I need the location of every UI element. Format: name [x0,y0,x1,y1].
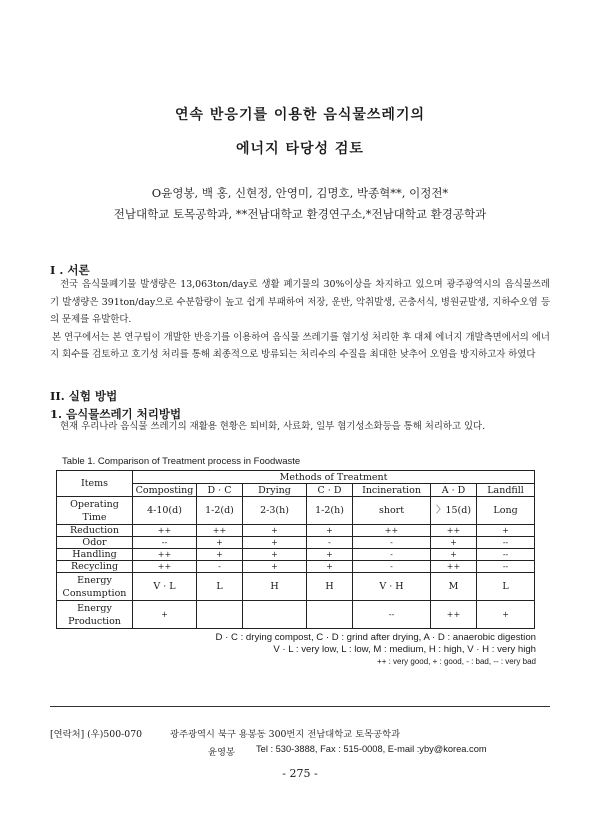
treatment-comparison-table [56,470,535,629]
table-cell: - [353,561,431,573]
author-names: O윤영봉, 백 홍, 신현정, 안영미, 김명호, 박종혁**, 이정전* [151,186,449,200]
table-cell: - [307,537,353,549]
row-label: Operating Time [57,497,133,525]
section-1-paragraph-1: 전국 음식물폐기물 발생량은 13,063ton/day로 생활 폐기물의 30%이상을 차지하고 있으며 광주광역시의 음식물쓰레기 발생량은 391ton/day으로 수분함량이 높고 쉽게 부패하여 저장, 운반, 악취발생, 곤충서식, 병원균발생, 지하수오염 등의 문제를 유발한다. [50,279,550,325]
table-cell: - [353,537,431,549]
table-cell: 2-3(h) [243,497,307,525]
table-cell: ++ [431,601,477,629]
table-cell [243,601,307,629]
column-header: Drying [243,484,307,497]
table-cell: H [243,573,307,601]
title-line-2: 에너지 타당성 검토 [236,141,364,157]
column-header: C · D [307,484,353,497]
table-cell: -- [353,601,431,629]
table-cell: -- [477,537,535,549]
column-header: Incineration [353,484,431,497]
column-header: A · D [431,484,477,497]
page-number: - 275 - [282,767,318,780]
table-cell: + [307,525,353,537]
footer-phone-email: Tel : 530-3888, Fax : 515-0008, E-mail :yby@korea.com [256,744,487,754]
table-cell: M [431,573,477,601]
table-row [57,497,535,525]
legend-line-1: D · C : drying compost, C · D : grind after drying, A · D : anaerobic digestion [215,632,536,643]
table-cell: + [243,537,307,549]
footer-contact-label: [연락처] (우)500-070 [50,729,143,740]
items-header: Items [57,471,133,497]
author-affiliations: 전남대학교 토목공학과, **전남대학교 환경연구소,*전남대학교 환경공학과 [113,207,487,221]
table-cell: + [133,601,197,629]
table-cell: + [243,525,307,537]
section-2-heading: II. 실험 방법 [50,389,118,403]
table-row [57,561,535,573]
table-cell: + [307,549,353,561]
table-cell: short [353,497,431,525]
table-cell: + [197,549,243,561]
table-cell: 〉15(d) [431,497,477,525]
table-cell: + [477,525,535,537]
column-header: Composting [133,484,197,497]
table-cell: + [431,549,477,561]
row-label: Handling [57,549,133,561]
table-cell: ++ [431,525,477,537]
table-cell: L [477,573,535,601]
table-cell: 4-10(d) [133,497,197,525]
table-cell: ++ [133,549,197,561]
methods-header: Methods of Treatment [133,471,535,484]
row-label: Energy Consumption [57,573,133,601]
table-cell: + [197,537,243,549]
table-row [57,573,535,601]
row-label: Recycling [57,561,133,573]
table-row [57,601,535,629]
table-cell: - [353,549,431,561]
table-cell: ++ [197,525,243,537]
table-row [57,549,535,561]
table-cell: 1-2(d) [197,497,243,525]
table-cell: L [197,573,243,601]
section-1-body [50,276,550,364]
table-cell: 1-2(h) [307,497,353,525]
column-header: D · C [197,484,243,497]
section-1-heading: I . 서론 [50,263,90,277]
table-cell: - [197,561,243,573]
legend-line-2: V · L : very low, L : low, M : medium, H : high, V · H : very high [273,644,536,655]
table-cell: H [307,573,353,601]
row-label: Odor [57,537,133,549]
footer-divider [50,706,550,707]
row-label: Energy Production [57,601,133,629]
table-cell: + [243,561,307,573]
legend-line-3: ++ : very good, + : good, - : bad, -- : very bad [377,657,536,666]
table-cell: + [431,537,477,549]
table-row [57,525,535,537]
table-cell: ++ [133,525,197,537]
section-1-paragraph-2: 본 연구에서는 본 연구팀이 개발한 반응기를 이용하여 음식물 쓰레기를 혐기성 처리한 후 대체 에너지 개발측면에서의 에너지 회수를 검토하고 호기성 처리를 통해 최종적으로 방류되는 처리수의 수질을 최대한 낮추어 오염을 방지하고자 하였다 [50,331,550,360]
table-cell: Long [477,497,535,525]
table-cell: ++ [431,561,477,573]
table-cell [307,601,353,629]
section-2-body [50,418,550,436]
table-cell: V · H [353,573,431,601]
table-cell: ++ [133,561,197,573]
table-caption: Table 1. Comparison of Treatment process in Foodwaste [62,456,301,467]
column-header: Landfill [477,484,535,497]
section-2-subheading: 1. 음식물쓰레기 처리방법 [50,407,182,421]
table-cell: -- [477,561,535,573]
table-row [57,537,535,549]
table-cell: + [243,549,307,561]
footer-contact-person: 윤영봉 [208,747,235,758]
table-cell: ++ [353,525,431,537]
table-cell: -- [477,549,535,561]
table-legend [216,632,536,668]
footer-address: 광주광역시 북구 용봉동 300번지 전남대학교 토목공학과 [170,729,401,740]
title-line-1: 연속 반응기를 이용한 음식물쓰레기의 [174,107,425,123]
section-2-paragraph: 현재 우리나라 음식물 쓰레기의 재활용 현황은 퇴비화, 사료화, 일부 혐기성소화등을 통해 처리하고 있다. [60,421,486,432]
table-cell: -- [133,537,197,549]
table-cell: + [477,601,535,629]
row-label: Reduction [57,525,133,537]
table-cell: V · L [133,573,197,601]
table-cell: + [307,561,353,573]
table-cell [197,601,243,629]
